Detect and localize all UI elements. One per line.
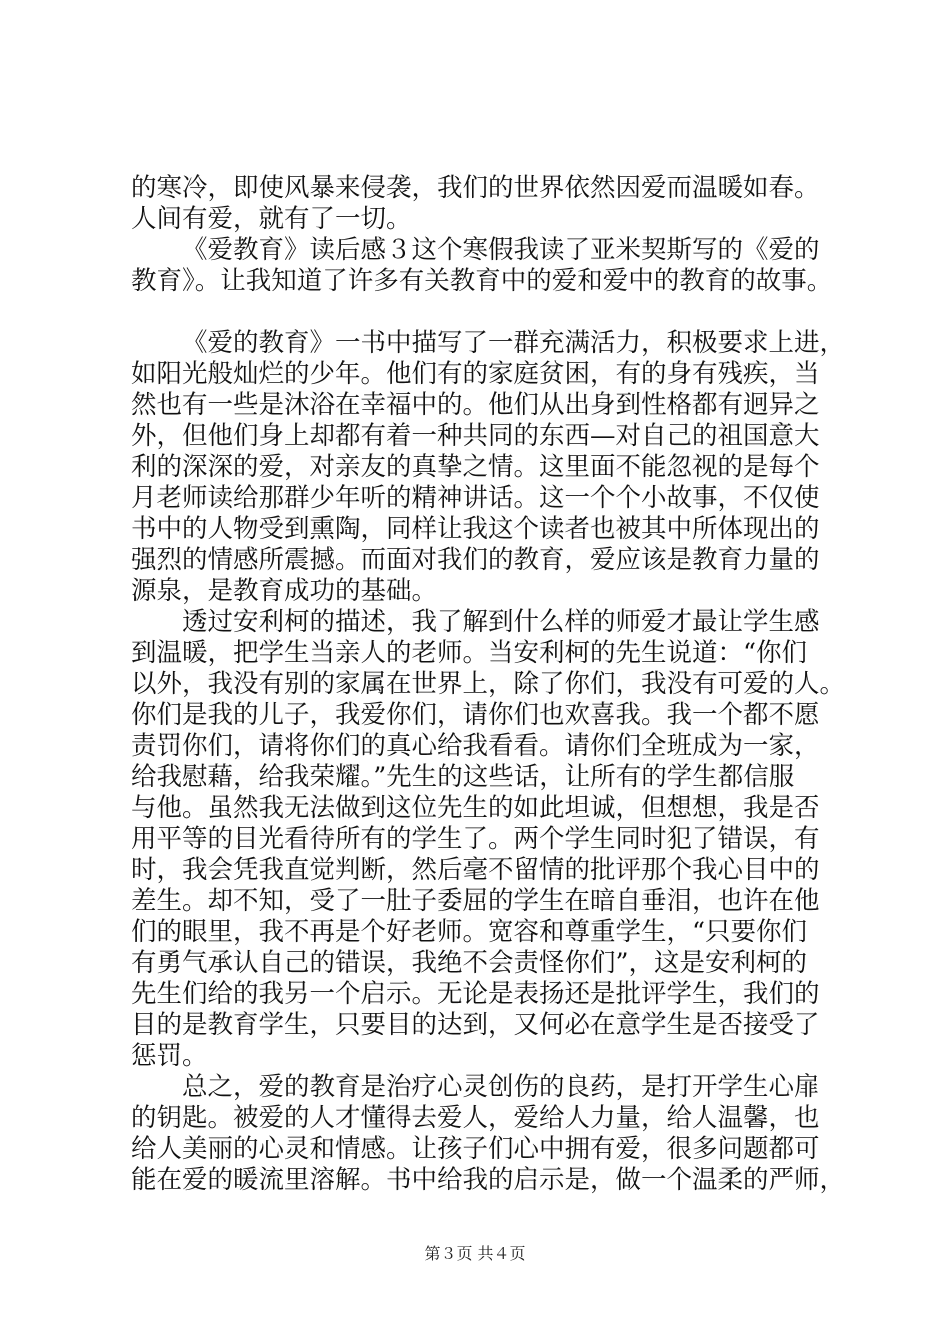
text-line: 差生。却不知，受了一肚子委屈的学生在暗自垂泪，也许在他 (131, 886, 820, 916)
text-line: 到温暖，把学生当亲人的老师。当安利柯的先生说道：“你们 (131, 638, 808, 668)
text-line: 书中的人物受到熏陶，同样让我这个读者也被其中所体现出的 (131, 514, 820, 544)
document-body (131, 173, 846, 1196)
text-line: 你们是我的儿子，我爱你们，请你们也欢喜我。我一个都不愿 (131, 700, 820, 730)
text-line: 人间有爱，就有了一切。 (131, 204, 412, 234)
text-line: 《爱的教育》一书中描写了一群充满活力，积极要求上进， (182, 328, 846, 358)
text-line: 的寒冷，即使风暴来侵袭，我们的世界依然因爱而温暖如春。 (131, 173, 820, 203)
text-line: 以外，我没有别的家属在世界上，除了你们，我没有可爱的人。 (131, 669, 846, 699)
text-line: 然也有一些是沐浴在幸福中的。他们从出身到性格都有迥异之 (131, 390, 820, 420)
paragraph-gap (131, 297, 831, 328)
text-line: 惩罚。 (131, 1041, 208, 1071)
text-line: 时，我会凭我直觉判断，然后毫不留情的批评那个我心目中的 (131, 855, 820, 885)
text-line: 利的深深的爱，对亲友的真挚之情。这里面不能忽视的是每个 (131, 452, 820, 482)
text-line: 总之，爱的教育是治疗心灵创伤的良药，是打开学生心扉 (182, 1072, 820, 1102)
text-line: 透过安利柯的描述，我了解到什么样的师爱才最让学生感 (182, 607, 820, 637)
page-footer: 第３页 共４页 (424, 1244, 526, 1263)
text-line: 教育》。让我知道了许多有关教育中的爱和爱中的教育的故事。 (131, 266, 833, 296)
text-line: 给人美丽的心灵和情感。让孩子们心中拥有爱，很多问题都可 (131, 1134, 820, 1164)
text-line: 如阳光般灿烂的少年。他们有的家庭贫困，有的身有残疾，当 (131, 359, 820, 389)
text-line: 给我慰藉，给我荣耀。”先生的这些话，让所有的学生都信服 (131, 762, 795, 792)
text-line: 的钥匙。被爱的人才懂得去爱人，爱给人力量，给人温馨，也 (131, 1103, 820, 1133)
text-line: 目的是教育学生，只要目的达到，又何必在意学生是否接受了 (131, 1010, 820, 1040)
text-line: 们的眼里，我不再是个好老师。宽容和尊重学生，“只要你们 (131, 917, 808, 947)
text-line: 责罚你们，请将你们的真心给我看看。请你们全班成为一家， (131, 731, 820, 761)
text-line: 与他。虽然我无法做到这位先生的如此坦诚，但想想，我是否 (131, 793, 820, 823)
text-line: 用平等的目光看待所有的学生了。两个学生同时犯了错误，有 (131, 824, 820, 854)
text-line: 先生们给的我另一个启示。无论是表扬还是批评学生，我们的 (131, 979, 820, 1009)
text-line: 月老师读给那群少年听的精神讲话。这一个个小故事，不仅使 (131, 483, 820, 513)
text-line: 《爱教育》读后感３这个寒假我读了亚米契斯写的《爱的 (182, 235, 820, 265)
text-line: 能在爱的暖流里溶解。书中给我的启示是，做一个温柔的严师， (131, 1165, 846, 1195)
text-line: 源泉，是教育成功的基础。 (131, 576, 438, 606)
text-line: 有勇气承认自己的错误，我绝不会责怪你们”，这是安利柯的 (131, 948, 808, 978)
text-line: 外，但他们身上却都有着一种共同的东西—对自己的祖国意大 (131, 421, 820, 451)
text-line: 强烈的情感所震撼。而面对我们的教育，爱应该是教育力量的 (131, 545, 820, 575)
